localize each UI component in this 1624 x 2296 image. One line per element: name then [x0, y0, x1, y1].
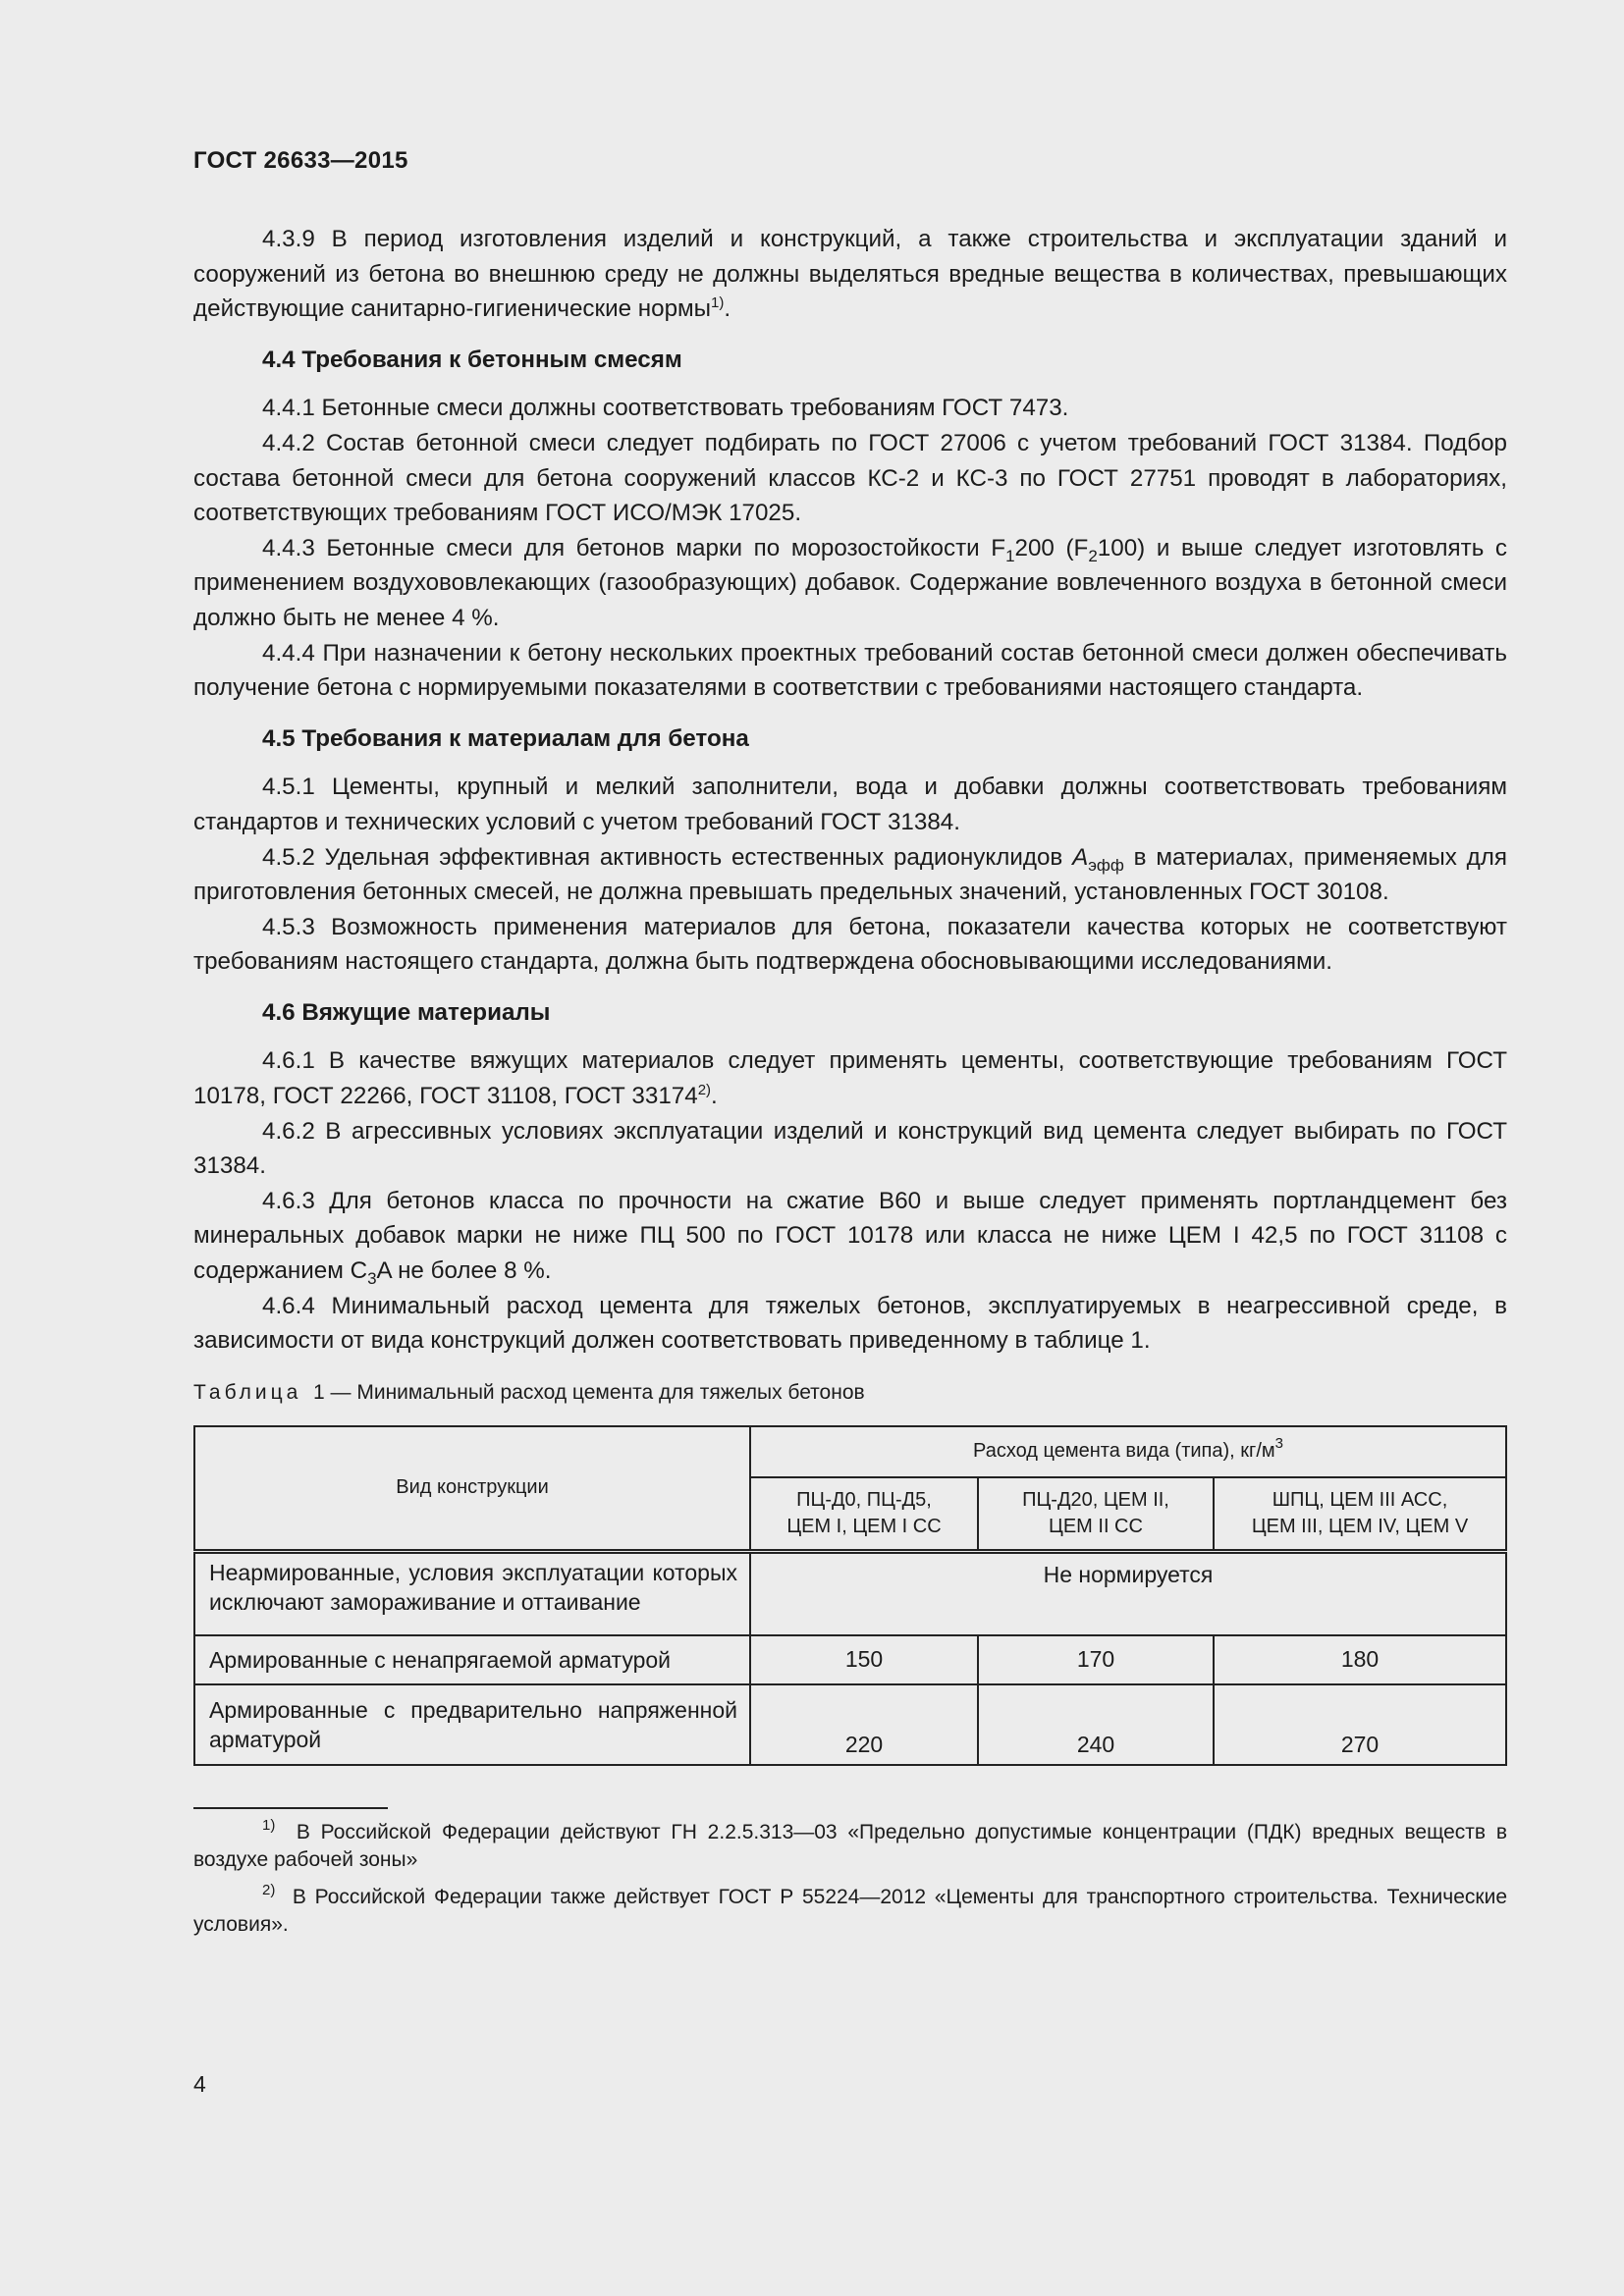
row-value: 270 [1214, 1684, 1506, 1765]
paragraph-4-6-1: 4.6.1 В качестве вяжущих материалов следует применять цементы, соответствующие требованиям ГОСТ 10178, ГОСТ 22266, ГОСТ 31108, ГОСТ 33174$^{2)}$. [193, 1047, 1507, 1110]
paragraph-4-5-2: 4.5.2 Удельная эффективная активность естественных радионуклидов $A_{эфф}$ в материалах, применяемых для приготовления бетонных смесей, не должна превышать предельных значений, установленных ГОСТ 30108. [193, 843, 1507, 906]
page-number: 4 [193, 2071, 206, 2097]
section-heading-4-6: 4.6 Вяжущие материалы [262, 998, 551, 1026]
footnote-1: $^{1)}$ В Российской Федерации действуют ГН 2.2.5.313—03 «Предельно допустимые концентрации (ПДК) вредных веществ в воздухе рабочей зоны» [193, 1816, 1508, 1871]
paragraph-4-4-2: 4.4.2 Состав бетонной смеси следует подбирать по ГОСТ 27006 с учетом требований ГОСТ 31384. Подбор состава бетонной смеси для бетона сооружений классов КС-2 и КС-3 по ГОСТ 27751 проводят в лабораториях, соответствующих требованиям ГОСТ ИСО/МЭК 17025. [193, 429, 1507, 527]
section-heading-4-4: 4.4 Требования к бетонным смесям [262, 346, 682, 373]
table-row [194, 1684, 1506, 1765]
subheader-cement-type-1: ПЦ-Д0, ПЦ-Д5, ЦЕМ I, ЦЕМ I СС [750, 1477, 978, 1552]
table-caption: Таблица 1 — Минимальный расход цемента для тяжелых бетонов [193, 1380, 865, 1404]
paragraph-4-5-1: 4.5.1 Цементы, крупный и мелкий заполнители, вода и добавки должны соответствовать требованиям стандартов и технических условий с учетом требований ГОСТ 31384. [193, 774, 1507, 835]
cement-consumption-table [193, 1425, 1507, 1766]
header-cement-consumption: Расход цемента вида (типа), $кг/м^3$ [750, 1426, 1506, 1477]
footnote-2: $^{2)}$ В Российской Федерации также действует ГОСТ Р 55224—2012 «Цементы для транспортного строительства. Технические условия». [193, 1881, 1507, 1936]
row-value-merged: Не нормируется [750, 1551, 1506, 1635]
document-header: ГОСТ 26633—2015 [193, 147, 408, 174]
row-value: 240 [978, 1684, 1214, 1765]
footnote-ref-1: 1) [711, 294, 725, 312]
table-row [194, 1635, 1506, 1684]
paragraph-4-4-4: 4.4.4 При назначении к бетону нескольких проектных требований состав бетонной смеси должен обеспечивать получение бетона с нормируемыми показателями в соответствии с требованиями настоящего стандарта. [193, 639, 1507, 702]
footnote-divider [193, 1807, 388, 1809]
paragraph-4-4-3: 4.4.3 Бетонные смеси для бетонов марки по морозостойкости $F_1200$ $(F_2100)$ и выше следует изготовлять с применением воздухововлекающих (газообразующих) добавок. Содержание вовлеченного воздуха в бетонной смеси должно быть не менее 4 %. [193, 534, 1507, 631]
subheader-cement-type-3: ШПЦ, ЦЕМ III АСС, ЦЕМ III, ЦЕМ IV, ЦЕМ V [1214, 1477, 1506, 1552]
row-label: Неармированные, условия эксплуатации которых исключают замораживание и оттаивание [194, 1551, 750, 1635]
footnote-ref-2: 2) [697, 1082, 712, 1099]
section-heading-4-5: 4.5 Требования к материалам для бетона [262, 724, 749, 752]
paragraph-4-6-3: 4.6.3 Для бетонов класса по прочности на сжатие В60 и выше следует применять портландцемент без минеральных добавок марки не ниже ПЦ 500 по ГОСТ 10178 или класса не ниже ЦЕМ I 42,5 по ГОСТ 31108 с содержанием $C_3A$ не более 8 %. [193, 1187, 1507, 1289]
paragraph-4-4-1: 4.4.1 Бетонные смеси должны соответствовать требованиям ГОСТ 7473. [262, 395, 1069, 422]
header-construction-type: Вид конструкции [194, 1426, 750, 1552]
table-header-row [194, 1426, 1506, 1477]
table-row [194, 1551, 1506, 1635]
row-value: 220 [750, 1684, 978, 1765]
subheader-cement-type-2: ПЦ-Д20, ЦЕМ II, ЦЕМ II СС [978, 1477, 1214, 1552]
paragraph-4-3-9: 4.3.9 В период изготовления изделий и конструкций, а также строительства и эксплуатации зданий и сооружений из бетона во внешнюю среду не должны выделяться вредные вещества в количествах, превышающих действующие санитарно-гигиенические нормы$^{1)}$. [193, 226, 1507, 323]
row-label: Армированные с предварительно напряженной арматурой [194, 1684, 750, 1765]
document-body [193, 222, 1507, 1949]
paragraph-4-6-4: 4.6.4 Минимальный расход цемента для тяжелых бетонов, эксплуатируемых в неагрессивной среде, в зависимости от вида конструкций должен соответствовать приведенному в таблице 1. [193, 1292, 1507, 1355]
paragraph-4-5-3: 4.5.3 Возможность применения материалов для бетона, показатели качества которых не соответствуют требованиям настоящего стандарта, должна быть подтверждена обосновывающими исследованиями. [193, 913, 1507, 976]
row-value: 170 [978, 1635, 1214, 1684]
row-label: Армированные с ненапрягаемой арматурой [194, 1635, 750, 1684]
paragraph-4-6-2: 4.6.2 В агрессивных условиях эксплуатации изделий и конструкций вид цемента следует выбирать по ГОСТ 31384. [193, 1117, 1507, 1180]
row-value: 180 [1214, 1635, 1506, 1684]
row-value: 150 [750, 1635, 978, 1684]
